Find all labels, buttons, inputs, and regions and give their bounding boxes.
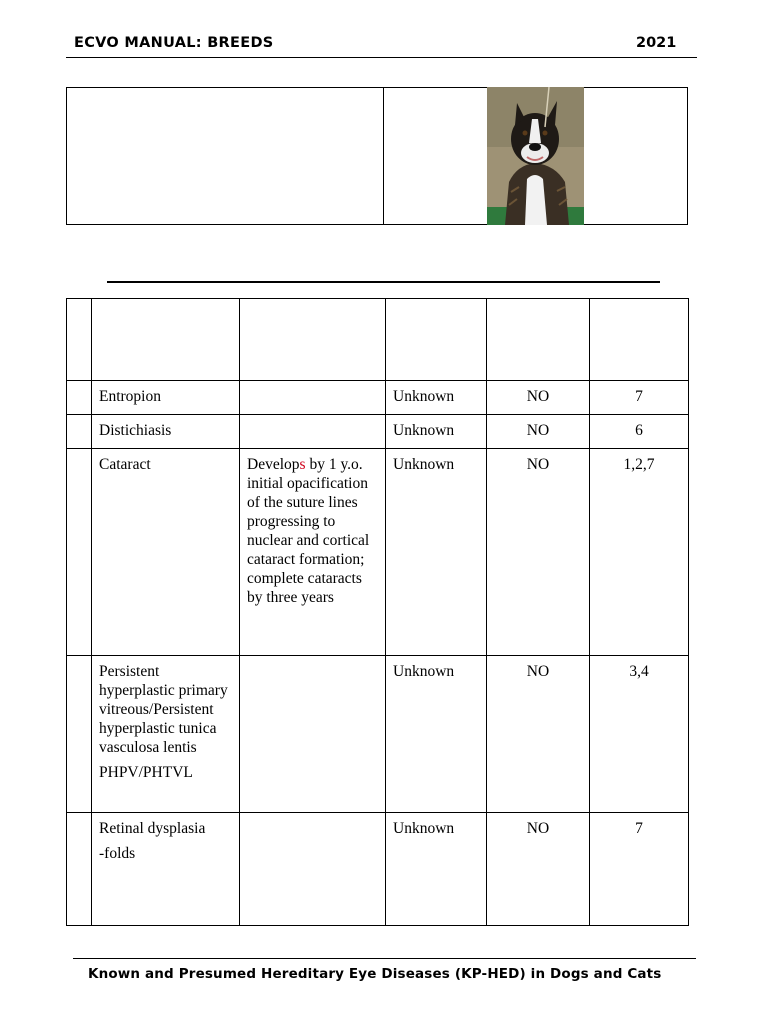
header-cell: [67, 299, 92, 381]
table-row: [67, 813, 689, 926]
breed-header-divider: [383, 87, 384, 225]
header-cell: [590, 299, 689, 381]
status-cell: NO: [487, 381, 590, 415]
inheritance-cell: Unknown: [386, 449, 487, 656]
row-index-cell: [67, 813, 92, 926]
inheritance-cell: Unknown: [386, 415, 487, 449]
dog-photo-icon: [487, 87, 584, 225]
disease-cell: Cataract: [92, 449, 240, 656]
refs-cell: 7: [590, 381, 689, 415]
disease-sub: -folds: [99, 845, 136, 862]
disease-abbr: PHPV/PHTVL: [99, 764, 193, 781]
notes-rest: by 1 y.o. initial opacification of the suture lines progressing to nuclear and cortical cataract formation; complete cataracts by three years: [247, 456, 370, 606]
dog-photo: [487, 87, 584, 225]
disease-cell: Distichiasis: [92, 415, 240, 449]
header-cell: [386, 299, 487, 381]
table-header-row: [67, 299, 689, 381]
section-rule: [107, 281, 660, 283]
table-row: [67, 415, 689, 449]
table-row: [67, 449, 689, 656]
row-index-cell: [67, 381, 92, 415]
status-cell: NO: [487, 656, 590, 813]
footer-rule: [73, 958, 696, 959]
header-title: ECVO MANUAL: BREEDS: [74, 35, 274, 51]
inheritance-cell: Unknown: [386, 381, 487, 415]
notes-cell: [240, 813, 386, 926]
disease-table: [66, 298, 689, 926]
disease-cell: [92, 813, 240, 926]
status-cell: NO: [487, 415, 590, 449]
notes-cell: [240, 449, 386, 656]
breed-header-box: [66, 87, 688, 225]
header-cell: [240, 299, 386, 381]
disease-cell: Entropion: [92, 381, 240, 415]
status-cell: NO: [487, 449, 590, 656]
refs-cell: 6: [590, 415, 689, 449]
disease-cell: [92, 656, 240, 813]
disease-name: Retinal dysplasia: [99, 820, 206, 837]
notes-cell: [240, 381, 386, 415]
row-index-cell: [67, 415, 92, 449]
inheritance-cell: Unknown: [386, 813, 487, 926]
footer-text: Known and Presumed Hereditary Eye Diseases (KP-HED) in Dogs and Cats: [88, 966, 662, 982]
refs-cell: 7: [590, 813, 689, 926]
notes-red-char: s: [299, 456, 306, 473]
inheritance-cell: Unknown: [386, 656, 487, 813]
header-rule: [66, 57, 697, 58]
notes-cell: [240, 415, 386, 449]
row-index-cell: [67, 656, 92, 813]
disease-name: Persistent hyperplastic primary vitreous/Persistent hyperplastic tunica vasculosa lentis: [99, 663, 228, 756]
header-cell: [487, 299, 590, 381]
notes-cell: [240, 656, 386, 813]
header-cell: [92, 299, 240, 381]
row-index-cell: [67, 449, 92, 656]
table-row: [67, 656, 689, 813]
status-cell: NO: [487, 813, 590, 926]
notes-lead: Develop: [247, 456, 300, 473]
refs-cell: 1,2,7: [590, 449, 689, 656]
table-row: [67, 381, 689, 415]
refs-cell: 3,4: [590, 656, 689, 813]
header-year: 2021: [636, 35, 677, 51]
